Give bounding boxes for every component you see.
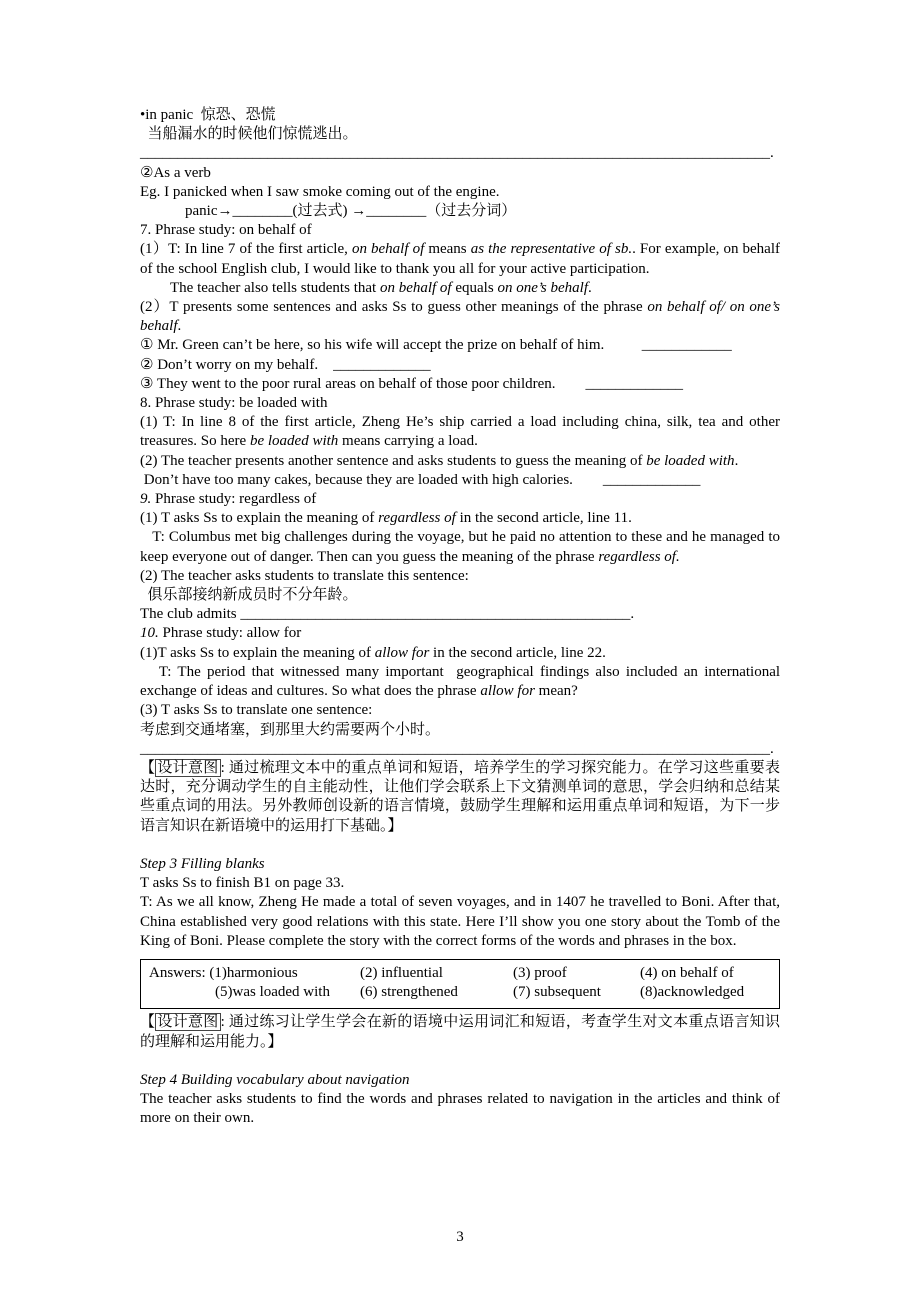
paragraph (140, 836, 780, 855)
paragraph (140, 893, 784, 951)
text-segment: 7. Phrase study: on behalf of (140, 222, 312, 239)
text-segment: on one’s behalf (497, 279, 588, 296)
text-segment: Eg. I panicked when I saw smoke coming out of the engine. (140, 183, 500, 200)
design-intent-label: 设计意图 (157, 759, 219, 776)
text-segment: ① Mr. Green can’t be here, so his wife will accept the prize on behalf of him. ____________ (140, 337, 732, 354)
text-segment: (1)T asks Ss to explain the meaning of (140, 644, 375, 661)
text-segment: equals (451, 279, 498, 296)
paragraph (140, 336, 780, 355)
text-segment: (1）T: In line 7 of the first article, (140, 241, 352, 258)
text-segment: mean? (534, 683, 578, 700)
text-segment: 10. (140, 625, 159, 642)
text-segment: Step 3 Filling blanks (140, 855, 265, 872)
text-segment: Step 4 Building vocabulary about navigation (140, 1071, 410, 1088)
paragraph (140, 663, 784, 701)
paragraph (140, 586, 780, 605)
text-segment: be loaded with (646, 452, 735, 469)
text-segment: The club admits ____________________________________________________. (140, 606, 635, 623)
paragraph (140, 356, 780, 375)
section-heading (140, 221, 780, 240)
text-segment: 考虑到交通堵塞，到那里大约需要两个小时。 (140, 721, 441, 738)
text-segment: . (734, 452, 739, 469)
text-segment: (1) T: In line 8 of the first article, Zheng He’s ship carried a load including china, silk, tea and other treasures. So here (140, 414, 784, 450)
text-segment: be loaded with (249, 433, 339, 450)
text-segment: (3) T asks Ss to translate one sentence: (140, 702, 373, 719)
answers-box (140, 959, 780, 1009)
paragraph (140, 721, 780, 740)
text-segment: •in panic 惊恐、恐慌 (140, 107, 276, 123)
paragraph (140, 279, 780, 298)
text-segment: T: As we all know, Zheng He made a total of seven voyages, and in 1407 he travelled to Boni. After that, China established very good relations with this state. Here I’ll show you one story about the Tomb of the King of Boni. Please complete the story with the correct forms of the words and phrases in the box. (140, 894, 784, 949)
step-heading (140, 1071, 780, 1090)
text-segment: as the representative of sb. (470, 241, 633, 258)
paragraph (140, 1090, 784, 1128)
paragraph (140, 605, 780, 624)
text-segment: ____________________________________________________________________________________. (140, 740, 774, 757)
text-segment: allow for (374, 644, 430, 661)
paragraph (140, 240, 784, 278)
paragraph (140, 528, 784, 566)
text-segment: ____________________________________________________________________________________. (140, 145, 774, 162)
paragraph (140, 202, 780, 221)
text-segment: means (424, 241, 471, 258)
paragraph (140, 701, 780, 720)
design-intent-note (140, 1013, 780, 1051)
text-segment: (2) The teacher presents another sentence and asks students to guess the meaning of (140, 452, 647, 469)
answers-cell: (7) subsequent (513, 984, 601, 1001)
text-segment: : 通过练习让学生学会在新的语境中运用词汇和短语，考查学生对文本重点语言知识的理解和运用能力。】 (140, 1014, 780, 1050)
text-segment: Don’t have too many cakes, because they are loaded with high calories. _____________ (140, 471, 701, 488)
text-segment: Phrase study: regardless of (151, 491, 317, 508)
text-segment: (2) The teacher asks students to translate this sentence: (140, 567, 469, 584)
text-segment: panic→________(过去式) →________（过去分词） (140, 203, 517, 220)
paragraph (140, 125, 780, 144)
paragraph (140, 567, 780, 586)
paragraph (140, 106, 780, 125)
design-intent-note (140, 759, 780, 836)
text-segment: on behalf of (351, 241, 425, 258)
answers-cell: (2) influential (360, 964, 443, 981)
paragraph (140, 471, 780, 490)
text-segment: means carrying a load. (338, 433, 478, 450)
paragraph (140, 298, 784, 336)
paragraph (140, 375, 780, 394)
text-segment: 俱乐部接纳新成员时不分年龄。 (140, 587, 358, 604)
answers-cell: (4) on behalf of (640, 964, 734, 981)
text-segment: on behalf of (379, 279, 452, 296)
text-segment: 9. (140, 491, 152, 508)
text-segment: regardless of. (598, 548, 680, 565)
paragraph (140, 452, 780, 471)
section-heading (140, 624, 780, 643)
text-segment: The teacher also tells students that (140, 279, 380, 296)
blank-answer-line (140, 144, 780, 163)
text-segment: . For example, on behalf of the school English club, I would like to thank you all for your active participation. (140, 241, 784, 277)
answers-cell: (8)acknowledged (640, 984, 745, 1001)
text-segment: regardless of (378, 510, 456, 527)
text-segment: 当船漏水的时候他们惊慌逃出。 (140, 126, 358, 143)
paragraph (140, 644, 780, 663)
paragraph (140, 509, 780, 528)
text-segment: on behalf of/ on one’s behalf (140, 299, 784, 335)
text-segment: 8. Phrase study: be loaded with (140, 395, 328, 412)
blank-answer-line (140, 740, 780, 759)
text-segment: in the second article, line 11. (455, 510, 632, 527)
text-segment: 【 (140, 1014, 156, 1031)
text-segment: T asks Ss to finish B1 on page 33. (140, 875, 345, 892)
text-segment: The teacher asks students to find the words and phrases related to navigation in the articles and think of more on their own. (140, 1091, 784, 1127)
text-segment: 【 (140, 759, 156, 776)
text-segment: (1) T asks Ss to explain the meaning of (140, 510, 379, 527)
text-segment: : 通过梳理文本中的重点单词和短语，培养学生的学习探究能力。在学习这些重要表达时，充分调动学生的自主能动性，让他们学会联系上下文猜测单词的意思，学会归纳和总结某些重点词的用法。另外教师创设新的语言情境，鼓励学生理解和运用重点单词和短语，为下一步语言知识在新语境中的运用打下基础。】 (140, 759, 780, 834)
paragraph (140, 164, 780, 183)
answers-cell: (5)was loaded with (215, 984, 330, 1001)
text-segment: Phrase study: allow for (158, 625, 302, 642)
text-segment: allow for (480, 683, 535, 700)
text-segment: ③ They went to the poor rural areas on behalf of those poor children. _____________ (140, 375, 684, 392)
text-segment: . (177, 318, 182, 335)
answers-row (149, 964, 771, 983)
answers-cell: Answers: (1)harmonious (149, 964, 298, 981)
paragraph (140, 413, 784, 451)
text-segment: ②As a verb (140, 164, 211, 181)
design-intent-label: 设计意图 (157, 1014, 219, 1031)
step-heading (140, 855, 780, 874)
text-segment: ② Don’t worry on my behalf. _____________ (140, 356, 431, 373)
paragraph (140, 1052, 780, 1071)
paragraph (140, 183, 780, 202)
paragraph (140, 874, 780, 893)
text-segment: (2）T presents some sentences and asks Ss to guess other meanings of the phrase (140, 299, 648, 316)
answers-cell: (3) proof (513, 964, 567, 981)
section-heading (140, 394, 780, 413)
text-segment: T: The period that witnessed many important geographical findings also included an international exchange of ideas and cultures. So what does the phrase (140, 663, 784, 700)
answers-row (149, 983, 771, 1002)
text-segment: T: Columbus met big challenges during the voyage, but he paid no attention to these and he managed to keep everyone out of danger. Then can you guess the meaning of the phrase (140, 529, 784, 565)
document-body (140, 106, 784, 1129)
text-segment: . (588, 279, 592, 296)
answers-cell: (6) strengthened (360, 984, 458, 1001)
page-number: 3 (456, 1229, 464, 1245)
section-heading (140, 490, 780, 509)
text-segment: in the second article, line 22. (429, 644, 606, 661)
